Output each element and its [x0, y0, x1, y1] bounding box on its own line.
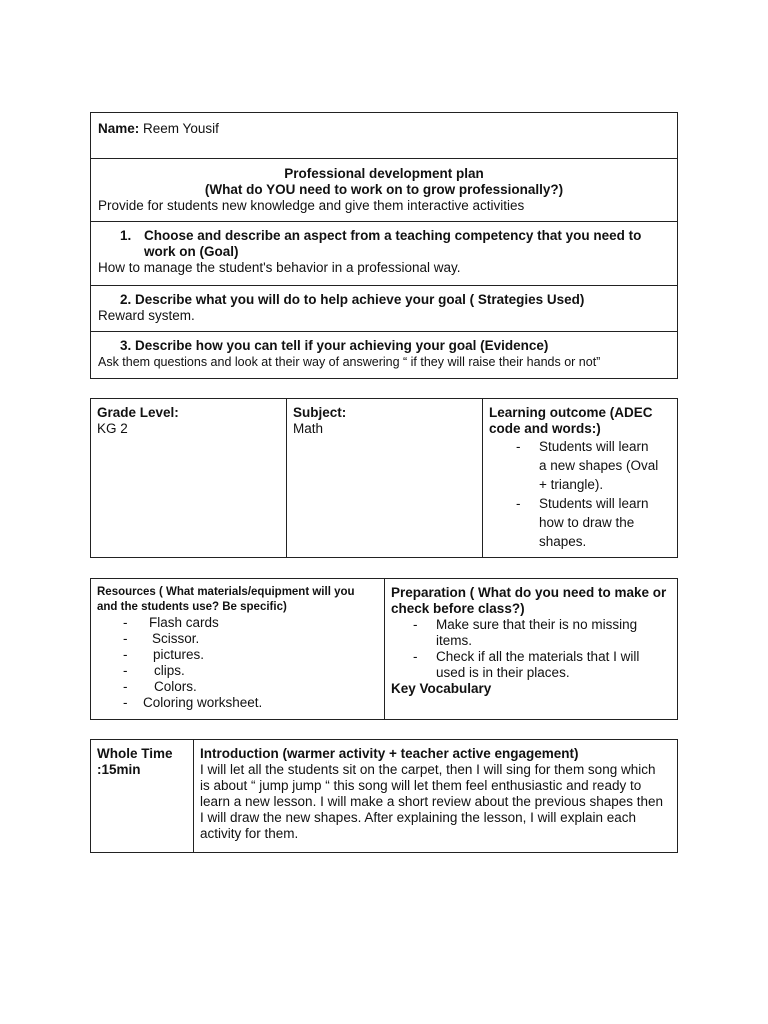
- name-row: [91, 113, 677, 159]
- resource-item: - Coloring worksheet.: [97, 695, 378, 711]
- resource-item: - Flash cards: [97, 615, 378, 631]
- pdp-row: [91, 159, 677, 222]
- resource-item: - Colors.: [97, 679, 378, 695]
- outcome-item: - Students will learn a new shapes (Oval + triangle).: [489, 437, 659, 494]
- key-vocabulary-label: Key Vocabulary: [391, 681, 492, 696]
- name-label: Name:: [98, 121, 140, 136]
- outcome-item: - Students will learn how to draw the shapes.: [489, 494, 659, 551]
- preparation-heading: Preparation ( What do you need to make or check before class?): [391, 585, 667, 616]
- grade-value: KG 2: [97, 421, 128, 436]
- resources-cell: [91, 579, 385, 719]
- plan-table: [90, 112, 678, 379]
- whole-time-label: Whole Time :15min: [97, 746, 173, 777]
- resource-item: - Scissor.: [97, 631, 378, 647]
- strategies-heading: 2. Describe what you will do to help achieve your goal ( Strategies Used): [120, 292, 585, 307]
- subject-cell: [287, 399, 483, 557]
- outcome-cell: [483, 399, 677, 557]
- strategies-row: [91, 286, 677, 332]
- evidence-heading: 3. Describe how you can tell if your achieving your goal (Evidence): [120, 338, 549, 353]
- resources-table: [90, 578, 678, 720]
- introduction-cell: [194, 740, 677, 852]
- evidence-text: Ask them questions and look at their way of answering “ if they will raise their hands or not”: [98, 355, 601, 369]
- subject-value: Math: [293, 421, 324, 436]
- goal-heading: Choose and describe an aspect from a teaching competency that you need to work on (Goal): [144, 228, 642, 259]
- pdp-text: Provide for students new knowledge and give them interactive activities: [98, 198, 525, 213]
- strategies-text: Reward system.: [98, 308, 195, 323]
- name-value: Reem Yousif: [143, 121, 219, 136]
- pdp-title: Professional development plan: [284, 166, 484, 181]
- preparation-item: - Check if all the materials that I will used is in their places.: [391, 649, 651, 681]
- goal-number: 1.: [120, 228, 132, 243]
- introduction-heading: Introduction (warmer activity + teacher active engagement): [200, 746, 579, 761]
- preparation-cell: [385, 579, 677, 719]
- pdp-subtitle: (What do YOU need to work on to grow professionally?): [204, 182, 564, 197]
- introduction-table: [90, 739, 678, 853]
- lesson-info-table: [90, 398, 678, 558]
- goal-text: How to manage the student's behavior in a professional way.: [98, 260, 461, 275]
- resource-item: - pictures.: [97, 647, 378, 663]
- evidence-row: [91, 332, 677, 378]
- outcome-label: Learning outcome (ADEC code and words:): [489, 405, 653, 436]
- resources-heading: Resources ( What materials/equipment will you and the students use? Be specific): [97, 586, 355, 613]
- goal-row: [91, 222, 677, 286]
- grade-label: Grade Level:: [97, 405, 179, 420]
- subject-label: Subject:: [293, 405, 347, 420]
- resource-item: - clips.: [97, 663, 378, 679]
- introduction-text: I will let all the students sit on the carpet, then I will sing for them song which is about “ jump jump “ this song will let them feel enthusiastic and ready to learn a new lesson. I will make a short review about the previous shapes then I will draw the new shapes. After explaining the lesson, I will explain each activity for them.: [200, 762, 664, 841]
- time-cell: [91, 740, 194, 852]
- preparation-item: - Make sure that their is no missing items.: [391, 617, 651, 649]
- grade-cell: [91, 399, 287, 557]
